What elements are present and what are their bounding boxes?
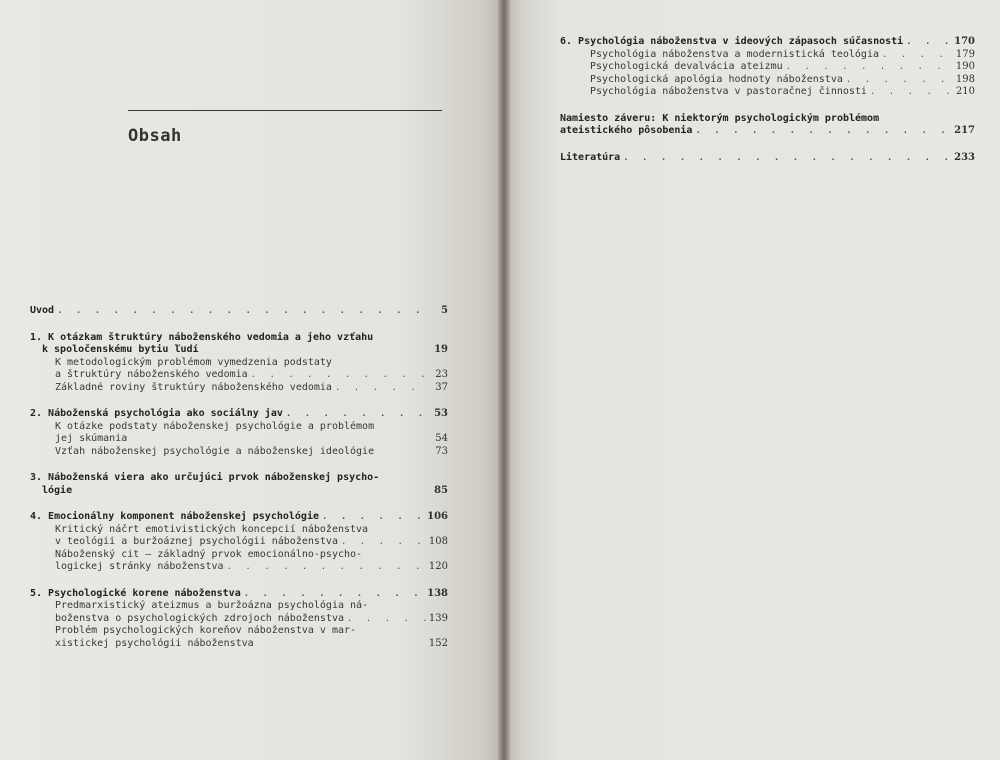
- toc-entry-text: lógie: [42, 484, 73, 496]
- leader-dots: [879, 49, 953, 62]
- leader-dots: [241, 588, 426, 601]
- leader-dots: [344, 613, 426, 626]
- toc-page-number: 53: [434, 408, 448, 419]
- page-title: Obsah: [128, 126, 182, 146]
- leader-dots: [843, 74, 953, 87]
- toc-subentry: [30, 446, 448, 459]
- toc-entry-text: Psychológia náboženstva a modernistická teológia: [590, 48, 879, 60]
- toc-heading: [30, 344, 448, 357]
- leader-dots: [319, 511, 426, 524]
- leader-dots: [620, 152, 953, 165]
- toc-entry-text: Problém psychologických koreňov náboženstva v mar-: [55, 625, 357, 636]
- toc-entry-text: Literatúra: [560, 151, 621, 163]
- toc-page-number: 170: [954, 36, 975, 47]
- toc-entry-text: Základné roviny štruktúry náboženského vedomia: [55, 381, 332, 393]
- toc-subentry: [560, 74, 975, 87]
- toc-section: [560, 36, 975, 99]
- leader-dots: [332, 382, 426, 395]
- toc-section: [30, 588, 448, 651]
- leader-dots: [224, 561, 426, 574]
- toc-section: [560, 152, 975, 165]
- toc-page-number: 190: [955, 61, 975, 72]
- toc-subentry: [30, 625, 448, 638]
- toc-subentry: [30, 421, 448, 434]
- toc-page-number: 233: [954, 151, 975, 163]
- toc-section: [30, 305, 448, 318]
- leader-dots: [692, 125, 953, 138]
- leader-dots: [783, 61, 953, 74]
- toc-page-number: 85: [434, 484, 448, 496]
- toc-subentry: [30, 357, 448, 370]
- toc-entry-text: K metodologickým problémom vymedzenia podstaty: [55, 356, 332, 368]
- toc-entry-text: Psychológia náboženstva v pastoračnej činnosti: [590, 86, 867, 97]
- toc-heading: [30, 408, 448, 421]
- toc-page-number: 73: [435, 445, 448, 457]
- toc-entry-text: a štruktúry náboženského vedomia: [55, 369, 248, 380]
- toc-subentry: [560, 49, 975, 62]
- toc-heading: [560, 36, 975, 49]
- toc-entry-text: 4. Emocionálny komponent náboženskej psychológie: [30, 511, 319, 522]
- leader-dots: [903, 36, 953, 49]
- toc-page-number: 179: [955, 48, 975, 60]
- toc-page-number: 19: [434, 344, 448, 355]
- leader-dots: [283, 408, 426, 421]
- toc-heading: [30, 511, 448, 524]
- toc-entry-text: 3. Náboženská viera ako určujúci prvok náboženskej psycho-: [30, 472, 380, 483]
- toc-subentry: [30, 600, 448, 613]
- toc-subentry: [30, 613, 448, 626]
- toc-page-number: 108: [428, 536, 448, 547]
- toc-subentry: [30, 369, 448, 382]
- toc-entry-text: 1. K otázkam štruktúry náboženského vedomia a jeho vzťahu: [30, 331, 374, 343]
- toc-heading: [30, 305, 448, 318]
- toc-entry-text: jej skúmania: [55, 433, 128, 444]
- toc-heading: [30, 332, 448, 345]
- toc-section: [30, 511, 448, 574]
- toc-left-column: [30, 305, 448, 664]
- leader-dots: [338, 536, 426, 549]
- toc-page-number: 152: [428, 637, 448, 649]
- toc-entry-text: boženstva o psychologických zdrojoch náboženstva: [55, 612, 344, 624]
- toc-section: [560, 113, 975, 138]
- toc-subentry: [30, 638, 448, 651]
- toc-entry-text: 6. Psychológia náboženstva v ideových zápasoch súčasnosti: [560, 36, 904, 47]
- toc-subentry: [560, 61, 975, 74]
- toc-entry-text: Namiesto záveru: K niektorým psychologickým problémom: [560, 112, 880, 124]
- toc-page-number: 23: [435, 369, 448, 380]
- toc-entry-text: logickej stránky náboženstva: [55, 561, 224, 572]
- toc-page-number: 217: [954, 125, 975, 136]
- toc-subentry: [30, 524, 448, 537]
- toc-entry-text: Úvod: [30, 305, 55, 316]
- toc-page-number: 138: [427, 587, 448, 599]
- title-rule: [128, 110, 442, 111]
- toc-heading: [30, 485, 448, 498]
- toc-entry-text: 5. Psychologické korene náboženstva: [30, 587, 241, 599]
- leader-dots: [867, 86, 953, 99]
- toc-subentry: [30, 382, 448, 395]
- toc-page-number: 120: [428, 561, 448, 572]
- toc-heading: [30, 588, 448, 601]
- toc-page-number: 37: [435, 381, 448, 393]
- toc-entry-text: Náboženský cit — základný prvok emocionálno-psycho-: [55, 548, 363, 560]
- toc-subentry: [30, 561, 448, 574]
- toc-entry-text: ateistického pôsobenia: [560, 125, 693, 136]
- toc-entry-text: Psychologická apológia hodnoty náboženstva: [590, 73, 843, 85]
- toc-entry-text: Predmarxistický ateizmus a buržoázna psychológia ná-: [55, 600, 369, 611]
- toc-page-number: 5: [441, 305, 448, 316]
- toc-page-number: 210: [955, 86, 975, 97]
- toc-entry-text: K otázke podstaty náboženskej psychológie a problémom: [55, 420, 375, 432]
- toc-right-column: [560, 36, 975, 178]
- toc-page-number: 54: [435, 433, 448, 444]
- toc-heading: [560, 152, 975, 165]
- toc-entry-text: v teológii a buržoáznej psychológii náboženstva: [55, 536, 338, 547]
- toc-heading: [560, 125, 975, 138]
- toc-subentry: [30, 433, 448, 446]
- toc-entry-text: Psychologická devalvácia ateizmu: [590, 61, 783, 72]
- toc-section: [30, 332, 448, 395]
- book-gutter: [498, 0, 510, 760]
- toc-subentry: [30, 536, 448, 549]
- toc-section: [30, 408, 448, 458]
- toc-section: [30, 472, 448, 497]
- toc-entry-text: Vzťah náboženskej psychológie a náboženskej ideológie: [55, 445, 375, 457]
- toc-subentry: [560, 86, 975, 99]
- toc-page-number: 106: [427, 511, 448, 522]
- toc-entry-text: xistickej psychológii náboženstva: [55, 637, 254, 649]
- toc-subentry: [30, 549, 448, 562]
- toc-page-number: 198: [955, 73, 975, 85]
- toc-heading: [560, 113, 975, 126]
- toc-entry-text: 2. Náboženská psychológia ako sociálny jav: [30, 408, 283, 419]
- toc-heading: [30, 472, 448, 485]
- toc-entry-text: Kritický náčrt emotivistických koncepcií náboženstva: [55, 523, 369, 535]
- leader-dots: [248, 369, 426, 382]
- toc-page-number: 139: [428, 612, 448, 624]
- leader-dots: [54, 305, 426, 318]
- toc-entry-text: k spoločenskému bytiu ľudí: [42, 344, 199, 355]
